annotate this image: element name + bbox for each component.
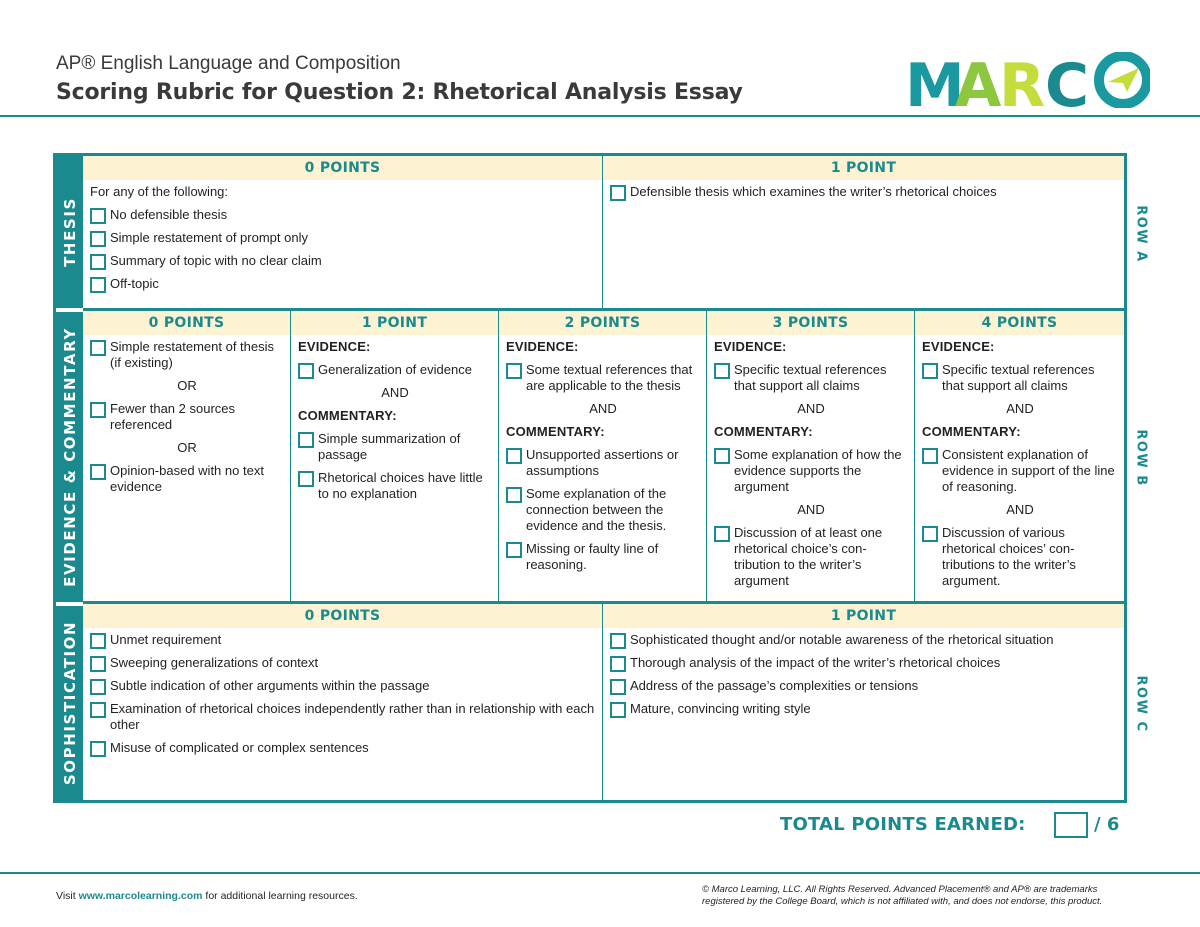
commentary-label: COMMENTARY: [506,424,605,439]
commentary-label: COMMENTARY: [298,408,397,423]
sophistication-0-points-header: 0 POINTS [83,604,602,628]
evidence-1-point-cell [291,311,499,601]
thesis-1-item: Defensible thesis which examines the writer’s rhetorical choices [610,184,1118,200]
evidence-2-item: Some textual references that are applicable to the thesis [506,362,700,394]
evidence-0-item: Simple restatement of thesis (if existing) [90,339,284,371]
sophistication-1-item: Mature, convincing writing style [610,701,1118,717]
sophistication-0-item: Subtle indication of other arguments within the passage [90,678,596,694]
and-label: AND [381,385,409,400]
total-points-label: TOTAL POINTS EARNED: [780,814,1026,835]
row-tag-c: ROW C [1133,675,1149,732]
logo-letter-r: R [999,52,1046,108]
commentary-1-item: Simple summarization of passage [298,431,492,463]
evidence-0-item: Fewer than 2 sources referenced [90,401,284,433]
sophistication-1-item: Thorough analysis of the impact of the writer’s rhetorical choices [610,655,1118,671]
logo-letter-a: A [955,52,1002,108]
sophistication-1-item: Sophisticated thought and/or notable awareness of the rhetorical situation [610,632,1118,648]
total-points-max: / 6 [1094,814,1120,835]
page-title: Scoring Rubric for Question 2: Rhetorical Analysis Essay [56,80,743,105]
evidence-3-points-header: 3 POINTS [707,311,914,335]
row-label-sophistication: SOPHISTICATION [56,606,83,800]
logo-letter-m: M [905,52,965,108]
evidence-0-points-header: 0 POINTS [83,311,290,335]
thesis-0-item: Summary of topic with no clear claim [90,253,596,269]
commentary-4-item: Discussion of various rhetorical choices’ contributions to the writer’s argument. [922,525,1118,589]
evidence-label: EVIDENCE: [506,339,579,354]
header-rule [0,115,1200,117]
commentary-3-item: Discussion of at least one rhetorical choice’s contribution to the writer’s argument [714,525,908,589]
evidence-0-item: Opinion-based with no text evidence [90,463,284,495]
sophistication-0-points-cell [83,604,603,800]
commentary-label: COMMENTARY: [922,424,1021,439]
marco-logo [905,52,1150,108]
evidence-4-points-header: 4 POINTS [915,311,1124,335]
evidence-label: EVIDENCE: [922,339,995,354]
and-label: AND [797,502,825,517]
commentary-4-item: Consistent explanation of evidence in support of the line of reasoning. [922,447,1118,495]
or-label: OR [177,440,197,455]
sophistication-0-item: Unmet requirement [90,632,596,648]
evidence-1-item: Generalization of evidence [298,362,492,378]
evidence-2-points-header: 2 POINTS [499,311,706,335]
total-points-input-box[interactable] [1054,812,1088,838]
and-label: AND [589,401,617,416]
thesis-0-points-header: 0 POINTS [83,156,602,180]
row-label-thesis: THESIS [56,156,83,308]
footer-visit: Visit www.marcolearning.com for additional learning resources. [56,890,358,902]
thesis-1-point-cell [603,156,1124,308]
copyright-notice: © Marco Learning, LLC. All Rights Reserved. Advanced Placement® and AP® are trademarks registered by the College Board, which is not affiliated with, and does not endorse, this product. [702,884,1103,907]
row-label-evidence-commentary: EVIDENCE & COMMENTARY [56,312,83,602]
total-points [780,812,1125,838]
commentary-2-item: Some explanation of the connection between the evidence and the thesis. [506,486,700,534]
sophistication-1-point-cell [603,604,1124,800]
sophistication-0-item: Examination of rhetorical choices independently rather than in relationship with each other [90,701,596,733]
evidence-3-item: Specific textual references that support all claims [714,362,908,394]
footer-rule [0,872,1200,874]
website-link[interactable]: www.marcolearning.com [78,890,203,902]
evidence-4-points-cell [915,311,1124,601]
logo-letter-c: C [1045,52,1090,108]
or-label: OR [177,378,197,393]
evidence-label: EVIDENCE: [714,339,787,354]
paper-plane-icon [1108,68,1139,92]
sophistication-1-item: Address of the passage’s complexities or tensions [610,678,1118,694]
course-subtitle: AP® English Language and Composition [56,53,401,74]
row-tag-a: ROW A [1133,204,1149,263]
thesis-0-item: No defensible thesis [90,207,596,223]
evidence-4-item: Specific textual references that support all claims [922,362,1118,394]
commentary-1-item: Rhetorical choices have little to no explanation [298,470,492,502]
sophistication-0-item: Misuse of complicated or complex sentences [90,740,596,756]
evidence-3-points-cell [707,311,915,601]
and-label: AND [1006,502,1034,517]
row-tag-b: ROW B [1133,428,1149,487]
thesis-0-item: Simple restatement of prompt only [90,230,596,246]
thesis-0-intro: For any of the following: [90,184,229,199]
evidence-label: EVIDENCE: [298,339,371,354]
evidence-0-points-cell [83,311,291,601]
rubric-table [53,153,1127,803]
and-label: AND [1006,401,1034,416]
thesis-1-point-header: 1 POINT [603,156,1124,180]
thesis-0-points-cell [83,156,603,308]
evidence-1-point-header: 1 POINT [291,311,498,335]
evidence-2-points-cell [499,311,707,601]
sophistication-1-point-header: 1 POINT [603,604,1124,628]
commentary-label: COMMENTARY: [714,424,813,439]
commentary-2-item: Unsupported assertions or assumptions [506,447,700,479]
commentary-3-item: Some explanation of how the evidence supports the argument [714,447,908,495]
and-label: AND [797,401,825,416]
sophistication-0-item: Sweeping generalizations of context [90,655,596,671]
commentary-2-item: Missing or faulty line of reasoning. [506,541,700,573]
thesis-0-item: Off-topic [90,276,596,292]
